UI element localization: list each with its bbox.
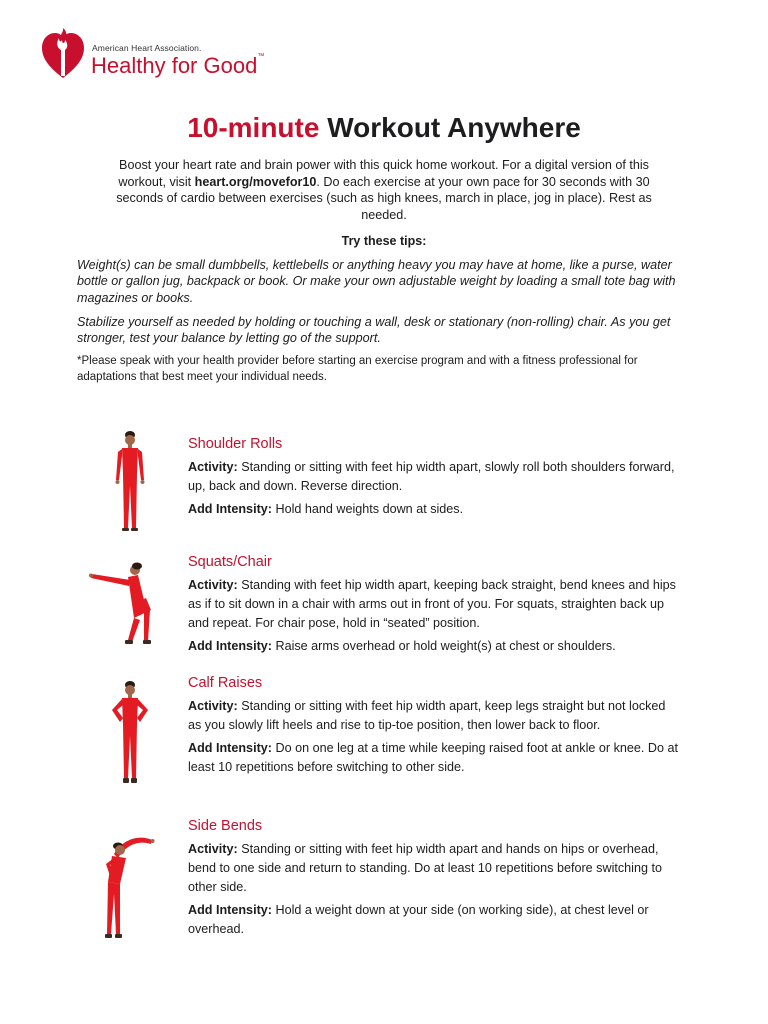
exercise-shoulder-rolls: [188, 436, 678, 523]
activity-text: Standing or sitting with feet hip width apart, slowly roll both shoulders forward, up, back and down. Reverse direction.: [188, 460, 675, 493]
exercise-intensity: [188, 637, 678, 656]
intensity-label: Add Intensity:: [188, 502, 272, 516]
shoulder-rolls-figure-icon: [106, 430, 154, 534]
side-bends-figure-icon: [98, 832, 158, 942]
exercise-title: Squats/Chair: [188, 554, 272, 570]
intro-text-2: . Do each exercise at your own pace for 30 seconds with 30 seconds of cardio between exercises (such as high knees, march in place, jog in place). Rest as needed.: [116, 174, 652, 222]
intensity-label: Add Intensity:: [188, 639, 272, 653]
intensity-label: Add Intensity:: [188, 903, 272, 917]
disclaimer: *Please speak with your health provider before starting an exercise program and with a fitness professional for adaptations that best meet your individual needs.: [77, 355, 638, 383]
intensity-text: Raise arms overhead or hold weight(s) at chest or shoulders.: [275, 639, 616, 653]
intensity-label: Add Intensity:: [188, 741, 272, 755]
page-title: [0, 112, 768, 144]
intensity-text: Hold hand weights down at sides.: [275, 502, 464, 516]
heart-torch-icon: [40, 26, 86, 82]
exercise-intensity: [188, 500, 678, 519]
intro-paragraph: [96, 157, 672, 223]
aha-logo: [40, 26, 280, 86]
exercise-squats-chair: [188, 554, 678, 660]
exercise-side-bends: [188, 818, 678, 943]
exercise-title: Calf Raises: [188, 675, 263, 691]
exercise-title: Side Bends: [188, 818, 263, 834]
title-accent: 10-minute: [187, 112, 320, 143]
tip-stabilize: Stabilize yourself as needed by holding or touching a wall, desk or stationary (non-rolling) chair. As you get stronger, test your balance by letting go of the support.: [77, 315, 671, 346]
exercise-calf-raises: [188, 675, 678, 781]
org-name: American Heart Association.: [92, 43, 202, 53]
exercise-activity: [188, 458, 678, 496]
calf-raises-figure-icon: [104, 680, 156, 786]
exercise-activity: [188, 840, 678, 897]
workout-link[interactable]: heart.org/movefor10: [194, 174, 317, 189]
brand-name-text: Healthy for Good: [91, 53, 258, 78]
exercise-title: Shoulder Rolls: [188, 436, 283, 452]
activity-label: Activity:: [188, 699, 238, 713]
intensity-text: Do on one leg at a time while keeping raised foot at ankle or knee. Do at least 10 repetitions before switching to other side.: [188, 741, 679, 774]
squat-figure-icon: [88, 560, 160, 650]
activity-label: Activity:: [188, 578, 238, 592]
exercise-activity: [188, 576, 678, 633]
intensity-text: Hold a weight down at your side (on working side), at chest level or overhead.: [188, 903, 649, 936]
activity-text: Standing or sitting with feet hip width apart, keep legs straight but not locked as you slowly lift heels and rise to tip-toe position, then lower back to floor.: [188, 699, 666, 732]
exercise-activity: [188, 697, 678, 735]
tips-heading: Try these tips:: [341, 234, 427, 248]
exercise-intensity: [188, 901, 678, 939]
exercise-intensity: [188, 739, 678, 777]
activity-text: Standing or sitting with feet hip width apart and hands on hips or overhead, bend to one side and return to standing. Do at least 10 repetitions before switching to other side.: [188, 842, 662, 894]
intro-text-1: Boost your heart rate and brain power with this quick home workout. For a digital version of this workout, visit: [118, 158, 649, 189]
activity-label: Activity:: [188, 842, 238, 856]
trademark: ™: [257, 53, 265, 60]
brand-name: [91, 53, 264, 79]
activity-text: Standing with feet hip width apart, keeping back straight, bend knees and hips as if to sit down in a chair with arms out in front of you. For squats, straighten back up and repeat. For chair pose, hold in “seated” position.: [188, 578, 676, 630]
activity-label: Activity:: [188, 460, 238, 474]
tip-weights: Weight(s) can be small dumbbells, kettlebells or anything heavy you may have at home, like a purse, water bottle or gallon jug, backpack or book. Or make your own adjustable weight by loading a small tote bag with magazines or books.: [77, 258, 676, 305]
title-rest: Workout Anywhere: [319, 112, 581, 143]
